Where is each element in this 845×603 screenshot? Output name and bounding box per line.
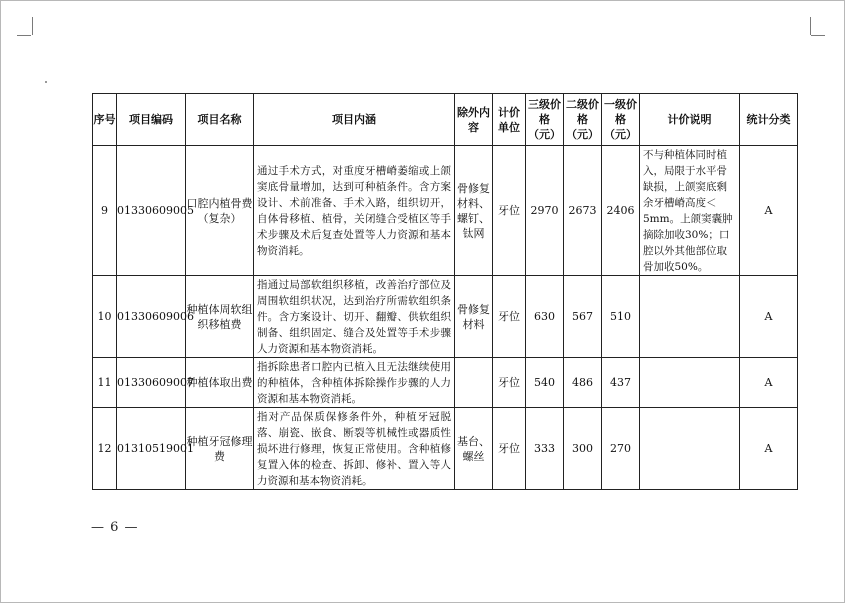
cell-content: 通过手术方式，对重度牙槽嵴萎缩或上颌窦底骨量增加，达到可种植条件。含方案设计、术前准备、手术入路，组织切开，自体骨移植、植骨，关闭缝合受植区等手术步骤及术后复查处置等人力资源和基本物资消耗。 — [254, 146, 455, 276]
header-code: 项目编码 — [117, 94, 186, 146]
cell-price1: 2406 — [602, 146, 640, 276]
crop-mark-top-right — [810, 17, 811, 35]
crop-mark-top-right — [811, 35, 825, 36]
header-seq: 序号 — [93, 94, 117, 146]
cell-category: A — [740, 146, 798, 276]
cell-name: 种植体周软组织移植费 — [186, 276, 254, 358]
cell-unit: 牙位 — [493, 358, 526, 408]
cell-price1: 437 — [602, 358, 640, 408]
cell-category: A — [740, 358, 798, 408]
cell-name: 种植牙冠修理费 — [186, 408, 254, 490]
cell-unit: 牙位 — [493, 146, 526, 276]
cell-exclude: 骨修复材料、螺钉、钛网 — [455, 146, 493, 276]
cell-note: 不与种植体同时植入，局限于水平骨缺损，上颌窦底剩余牙槽嵴高度＜5mm。上颌窦囊肿摘除加收30%；口腔以外其他部位取骨加收50%。 — [640, 146, 740, 276]
cell-code: 01330609005 — [117, 146, 186, 276]
cell-name: 种植体取出费 — [186, 358, 254, 408]
cell-code: 01330609006 — [117, 276, 186, 358]
cell-exclude: 基台、螺丝 — [455, 408, 493, 490]
cell-price2: 567 — [564, 276, 602, 358]
cell-category: A — [740, 408, 798, 490]
table-row — [93, 146, 798, 276]
table-header-row — [93, 94, 798, 146]
crop-mark-top-left — [32, 17, 33, 35]
cell-unit: 牙位 — [493, 276, 526, 358]
cell-unit: 牙位 — [493, 408, 526, 490]
cell-category: A — [740, 276, 798, 358]
cell-exclude — [455, 358, 493, 408]
table-row — [93, 408, 798, 490]
crop-mark-top-left — [17, 35, 31, 36]
header-category: 统计分类 — [740, 94, 798, 146]
table-row — [93, 276, 798, 358]
header-note: 计价说明 — [640, 94, 740, 146]
cell-note — [640, 358, 740, 408]
cell-price1: 270 — [602, 408, 640, 490]
cell-seq: 10 — [93, 276, 117, 358]
header-exclude: 除外内容 — [455, 94, 493, 146]
table-row — [93, 358, 798, 408]
cell-code: 01310519001 — [117, 408, 186, 490]
page-number: — 6 — — [91, 520, 139, 535]
cell-seq: 12 — [93, 408, 117, 490]
header-price2: 二级价格（元） — [564, 94, 602, 146]
header-unit: 计价单位 — [493, 94, 526, 146]
header-name: 项目名称 — [186, 94, 254, 146]
cell-price3: 630 — [526, 276, 564, 358]
cell-name: 口腔内植骨费（复杂） — [186, 146, 254, 276]
cell-exclude: 骨修复材料 — [455, 276, 493, 358]
cell-price3: 2970 — [526, 146, 564, 276]
speck — [45, 81, 47, 83]
cell-code: 01330609007 — [117, 358, 186, 408]
cell-price2: 486 — [564, 358, 602, 408]
cell-seq: 9 — [93, 146, 117, 276]
fee-table — [92, 93, 798, 490]
cell-content: 指通过局部软组织移植，改善治疗部位及周围软组织状况，达到治疗所需软组织条件。含方案设计、切开、翻瓣、供软组织制备、组织固定、缝合及处置等手术步骤人力资源和基本物资消耗。 — [254, 276, 455, 358]
header-price3: 三级价格（元） — [526, 94, 564, 146]
cell-price1: 510 — [602, 276, 640, 358]
cell-content: 指对产品保质保修条件外，种植牙冠脱落、崩瓷、嵌食、断裂等机械性或器质性损坏进行修理，恢复正常使用。含种植修复置入体的检查、拆卸、修补、置入等人力资源和基本物资消耗。 — [254, 408, 455, 490]
header-content: 项目内涵 — [254, 94, 455, 146]
cell-note — [640, 408, 740, 490]
cell-price3: 333 — [526, 408, 564, 490]
cell-price2: 300 — [564, 408, 602, 490]
cell-price3: 540 — [526, 358, 564, 408]
cell-content: 指拆除患者口腔内已植入且无法继续使用的种植体，含种植体拆除操作步骤的人力资源和基本物资消耗。 — [254, 358, 455, 408]
header-price1: 一级价格（元） — [602, 94, 640, 146]
cell-note — [640, 276, 740, 358]
cell-price2: 2673 — [564, 146, 602, 276]
cell-seq: 11 — [93, 358, 117, 408]
